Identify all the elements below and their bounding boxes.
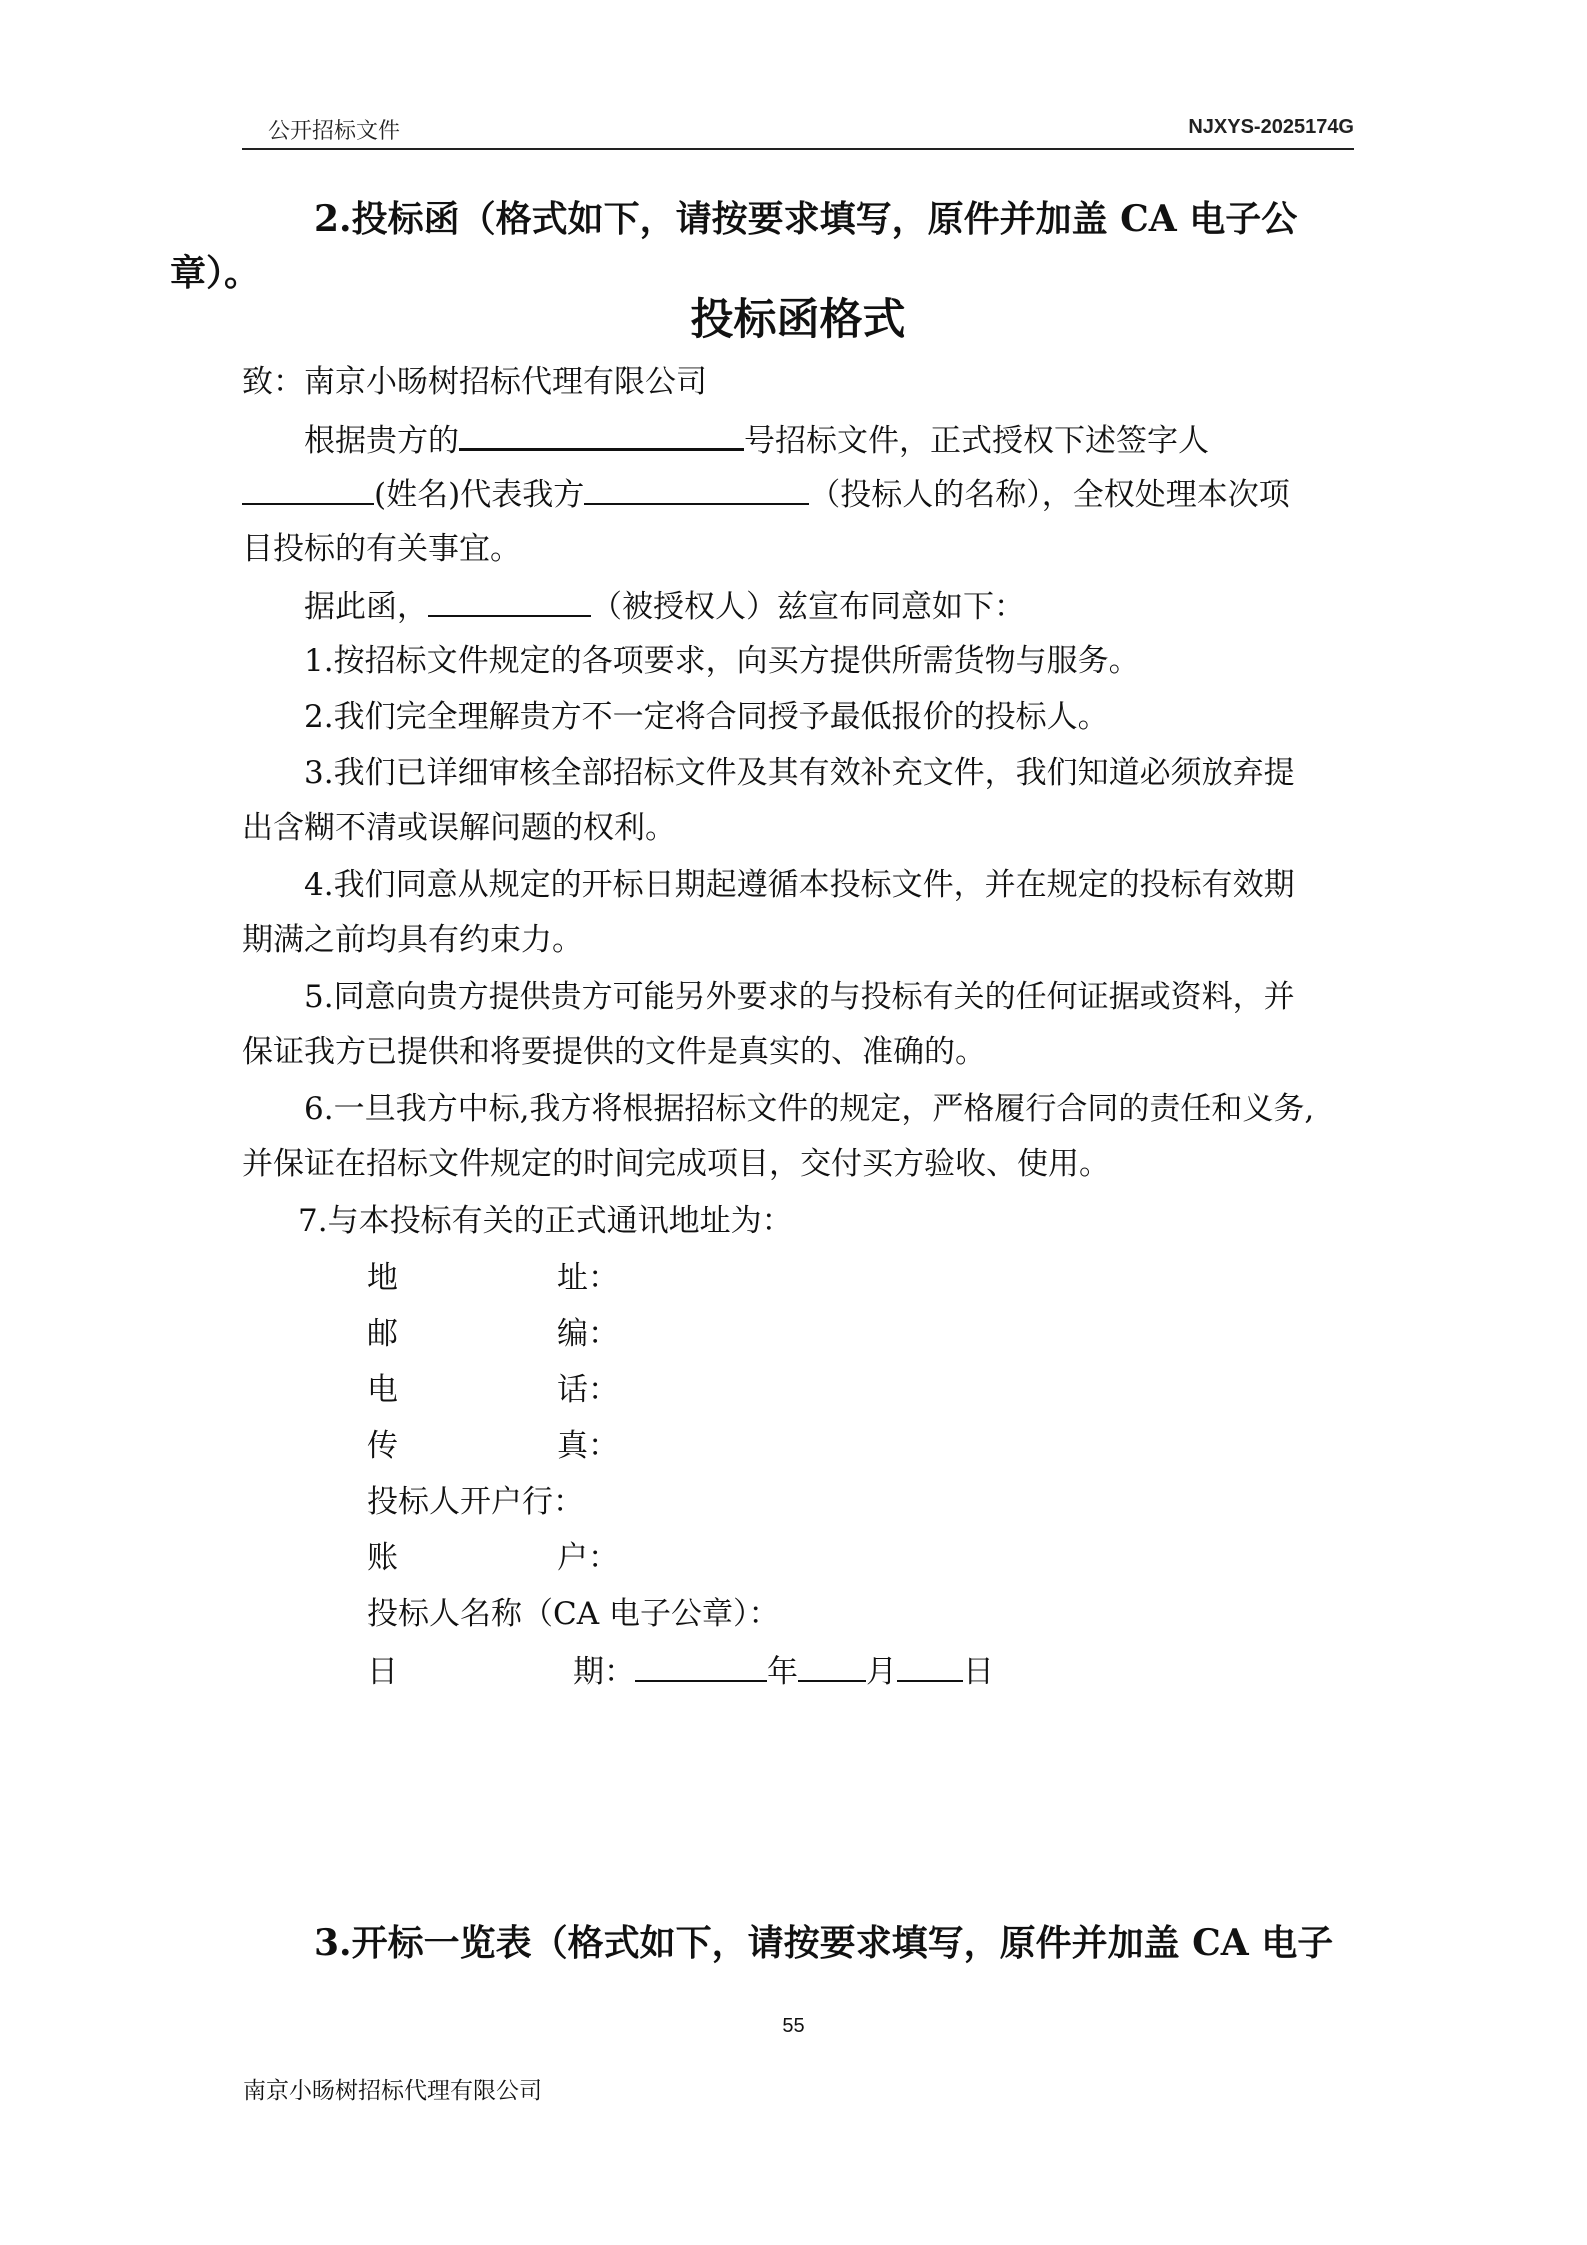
letter-recipient: 致：南京小旸树招标代理有限公司 xyxy=(242,364,707,400)
field-bidder-seal[interactable]: 投标人名称（CA 电子公章）： xyxy=(367,1596,780,1632)
field-date[interactable]: 日 期： 年 月 日 xyxy=(367,1650,994,1692)
section-3-heading: 3.开标一览表（格式如下，请按要求填写，原件并加盖 CA 电子 xyxy=(314,1922,1334,1964)
header-doc-type: 公开招标文件 xyxy=(268,119,401,144)
item-4-line2: 期满之前均具有约束力。 xyxy=(242,922,583,958)
letter-paragraph-4 xyxy=(242,585,1354,627)
field-fax[interactable]: 传 真： xyxy=(367,1428,619,1464)
footer-company: 南京小旸树招标代理有限公司 xyxy=(243,2078,542,2104)
date-day-blank[interactable] xyxy=(897,1650,963,1682)
item-5-line2: 保证我方已提供和将要提供的文件是真实的、准确的。 xyxy=(242,1034,986,1070)
item-1: 1.按招标文件规定的各项要求，向买方提供所需货物与服务。 xyxy=(304,643,1140,679)
item-3-line1: 3.我们已详细审核全部招标文件及其有效补充文件，我们知道必须放弃提 xyxy=(304,755,1295,791)
p1-text-b: 号招标文件，正式授权下述签字人 xyxy=(744,423,1209,459)
p2-text-a: (姓名)代表我方 xyxy=(374,477,585,513)
field-address[interactable]: 地 址： xyxy=(367,1260,619,1296)
item-6-line1: 6.一旦我方中标,我方将根据招标文件的规定，严格履行合同的责任和义务, xyxy=(304,1091,1315,1127)
p1-text-a: 根据贵方的 xyxy=(304,423,459,459)
page-number: 55 xyxy=(782,2015,805,2037)
field-postcode[interactable]: 邮 编： xyxy=(367,1316,619,1352)
field-bank[interactable]: 投标人开户行： xyxy=(367,1484,584,1520)
p4-text-a: 据此函， xyxy=(304,589,428,625)
item-5-line1: 5.同意向贵方提供贵方可能另外要求的与投标有关的任何证据或资料，并 xyxy=(304,979,1295,1015)
item-3-line2: 出含糊不清或误解问题的权利。 xyxy=(242,810,676,846)
date-month-blank[interactable] xyxy=(798,1650,866,1682)
item-7: 7.与本投标有关的正式通讯地址为： xyxy=(298,1203,793,1239)
date-year-blank[interactable] xyxy=(635,1650,767,1682)
letter-paragraph-1 xyxy=(242,418,1354,461)
section-2-heading xyxy=(170,192,1354,300)
letter-title: 投标函格式 xyxy=(690,295,906,345)
letter-paragraph-2 xyxy=(242,473,1354,515)
authorized-person-blank[interactable] xyxy=(428,585,591,617)
section-2-heading-line1: 2.投标函（格式如下，请按要求填写，原件并加盖 CA 电子公 xyxy=(314,198,1298,240)
signer-name-blank[interactable] xyxy=(242,473,374,505)
field-phone[interactable]: 电 话： xyxy=(367,1372,619,1408)
p2-text-b: （投标人的名称），全权处理本次项 xyxy=(809,477,1290,513)
item-6-line2: 并保证在招标文件规定的时间完成项目，交付买方验收、使用。 xyxy=(242,1146,1110,1182)
header-divider xyxy=(242,148,1354,150)
header-doc-number: NJXYS-2025174G xyxy=(1188,116,1354,138)
tender-number-blank[interactable] xyxy=(459,418,744,451)
item-4-line1: 4.我们同意从规定的开标日期起遵循本投标文件，并在规定的投标有效期 xyxy=(304,867,1295,903)
bidder-name-blank[interactable] xyxy=(584,473,809,505)
p4-text-b: （被授权人）兹宣布同意如下： xyxy=(591,589,1025,625)
item-2: 2.我们完全理解贵方不一定将合同授予最低报价的投标人。 xyxy=(304,699,1109,735)
section-2-heading-line2: 章）。 xyxy=(170,252,261,294)
letter-paragraph-3: 目投标的有关事宜。 xyxy=(242,531,521,567)
field-account[interactable]: 账 户： xyxy=(367,1540,619,1576)
